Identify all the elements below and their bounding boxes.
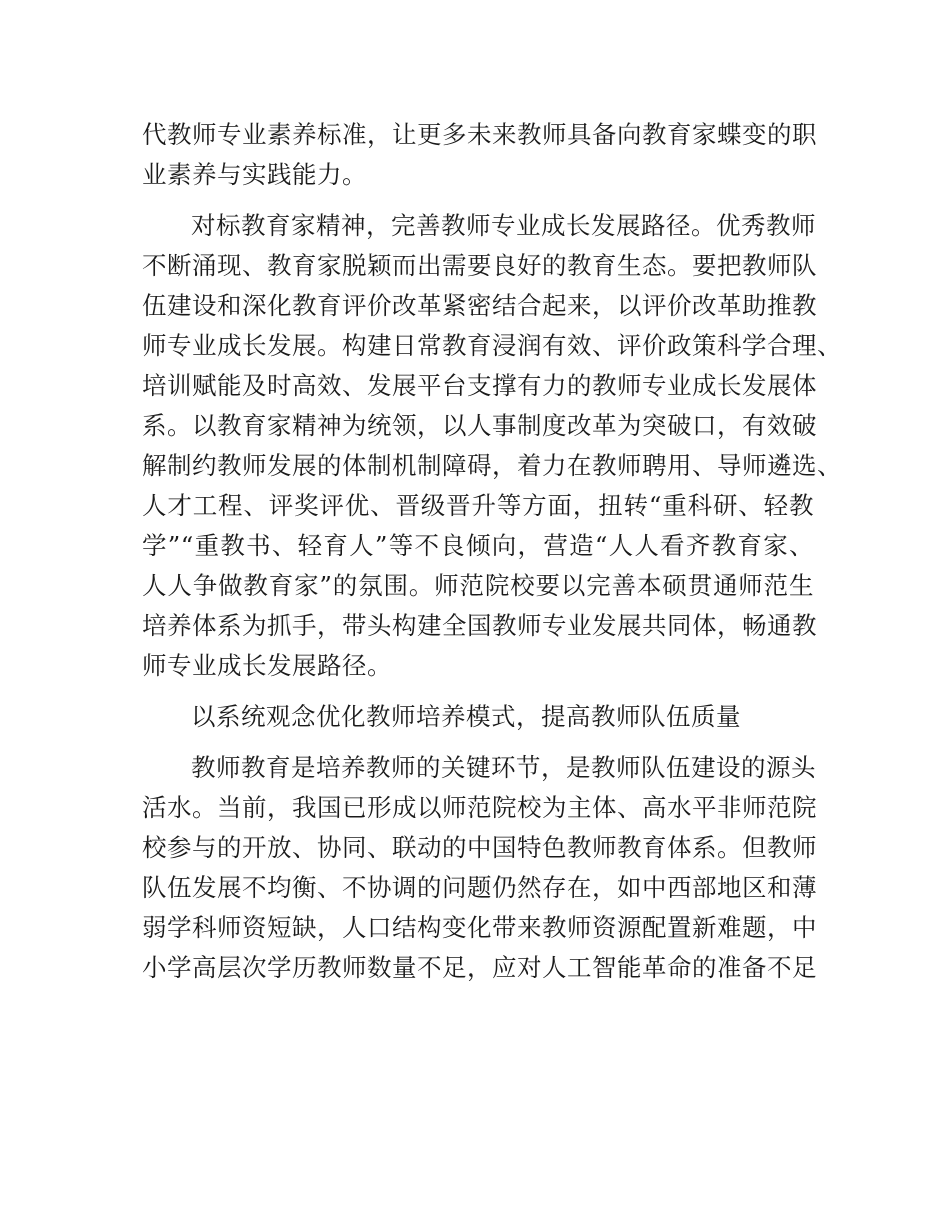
text-line: 培养体系为抓手，带头构建全国教师专业发展共同体，畅通教 xyxy=(142,611,817,640)
text-line: 不断涌现、教育家脱颖而出需要良好的教育生态。要把教师队 xyxy=(142,251,817,280)
text-line: 学”“重教书、轻育人”等不良倾向，营造“人人看齐教育家、 xyxy=(142,531,814,560)
text-line: 人才工程、评奖评优、晋级晋升等方面，扭转“重科研、轻教 xyxy=(142,491,814,520)
text-line: 校参与的开放、协同、联动的中国特色教师教育体系。但教师 xyxy=(142,833,817,862)
text-line: 解制约教师发展的体制机制障碍，着力在教师聘用、导师遴选、 xyxy=(142,451,842,480)
text-line: 队伍发展不均衡、不协调的问题仍然存在，如中西部地区和薄 xyxy=(142,873,817,902)
text-line: 业素养与实践能力。 xyxy=(142,160,367,189)
heading-text: 以系统观念优化教师培养模式，提高教师队伍质量 xyxy=(191,702,741,731)
text-line: 系。以教育家精神为统领，以人事制度改革为突破口，有效破 xyxy=(142,411,817,440)
text-line: 对标教育家精神，完善教师专业成长发展路径。优秀教师 xyxy=(191,211,816,240)
text-line: 弱学科师资短缺，人口结构变化带来教师资源配置新难题，中 xyxy=(142,913,817,942)
section-heading xyxy=(142,697,814,737)
text-line: 代教师专业素养标准，让更多未来教师具备向教育家蝶变的职 xyxy=(142,120,817,149)
paragraph-2 xyxy=(142,206,842,686)
text-line: 伍建设和深化教育评价改革紧密结合起来，以评价改革助推教 xyxy=(142,291,817,320)
text-line: 师专业成长发展。构建日常教育浸润有效、评价政策科学合理、 xyxy=(142,331,842,360)
paragraph-1 xyxy=(142,115,817,195)
text-line: 人人争做教育家”的氛围。师范院校要以完善本硕贯通师范生 xyxy=(142,571,814,600)
document-body xyxy=(142,115,842,999)
text-line: 培训赋能及时高效、发展平台支撑有力的教师专业成长发展体 xyxy=(142,371,817,400)
text-line: 教师教育是培养教师的关键环节，是教师队伍建设的源头 xyxy=(191,753,816,782)
text-line: 小学高层次学历教师数量不足，应对人工智能革命的准备不足 xyxy=(142,953,817,982)
text-line: 师专业成长发展路径。 xyxy=(142,651,392,680)
text-line: 活水。当前，我国已形成以师范院校为主体、高水平非师范院 xyxy=(142,793,817,822)
paragraph-3 xyxy=(142,748,817,988)
